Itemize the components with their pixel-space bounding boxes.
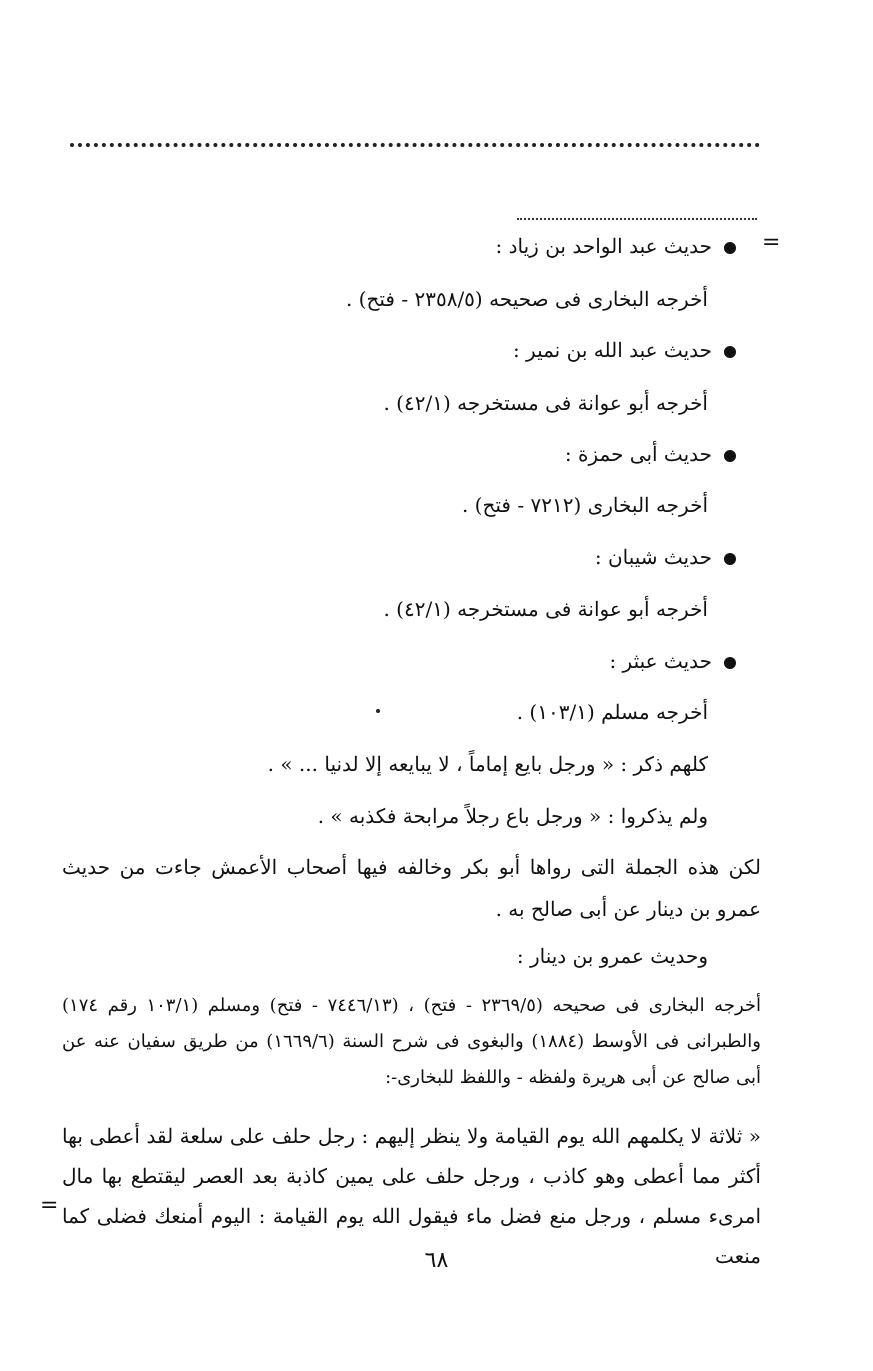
bullet-icon	[724, 657, 736, 669]
bullet-icon	[724, 346, 736, 358]
not-mentioned-line: ولم يذكروا : « ورجل باع رجلاً مرابحة فكذبه » .	[317, 804, 708, 828]
hadith-entry-title: حديث عبثر :	[609, 646, 736, 676]
hadith-entry-source: أخرجه مسلم (١٠٣/١) .	[516, 700, 708, 724]
bullet-icon	[724, 242, 736, 254]
hadith-entry-source: أخرجه البخارى (٧٢١٢ - فتح) .	[461, 493, 708, 517]
top-dotted-rule	[70, 143, 760, 147]
hadith-entry-title: حديث عبد الله بن نمير :	[513, 335, 736, 365]
amr-source-paragraph: أخرجه البخارى فى صحيحه (٢٣٦٩/٥ - فتح) ، (٧٤٤٦/١٣ - فتح) ومسلم (١٠٣/١ رقم ١٧٤) والطبرانى فى الأوسط (١٨٨٤) والبغوى فى شرح السنة (١٦٦٩/٦) من طريق سفيان عنه عن أبى صالح عن أبى هريرة ولفظه - واللفظ للبخارى-:	[62, 995, 762, 1088]
but-paragraph: لكن هذه الجملة التى رواها أبو بكر وخالفه فيها أصحاب الأعمش جاءت من حديث عمرو بن دينار عن أبى صالح به .	[62, 855, 761, 921]
all-mentioned-line: كلهم ذكر : « ورجل بايع إماماً ، لا يبايعه إلا لدنيا ... » .	[267, 752, 708, 776]
bullet-icon	[724, 553, 736, 565]
continuation-mark-top: =	[762, 230, 781, 255]
hadith-entry-title: حديث عبد الواحد بن زياد :	[496, 231, 736, 261]
page-number: ٦٨	[424, 1248, 449, 1273]
bullet-icon	[724, 450, 736, 462]
hadith-entry-source: أخرجه أبو عوانة فى مستخرجه (٤٢/١) .	[383, 391, 708, 415]
hadith-entry-source: أخرجه أبو عوانة فى مستخرجه (٤٢/١) .	[383, 597, 708, 621]
hadith-entry-title: حديث شيبان :	[595, 542, 736, 572]
hadith-entry-title: حديث أبى حمزة :	[565, 439, 736, 469]
stray-dot	[376, 709, 380, 713]
hadith-text-paragraph: « ثلاثة لا يكلمهم الله يوم القيامة ولا ينظر إليهم : رجل حلف على سلعة لقد أعطى بها أكثر مما أعطى وهو كاذب ، ورجل حلف على يمين كاذبة بعد العصر ليقتطع بها مال امرىء مسلم ، ورجل منع فضل ماء فيقول الله يوم القيامة : اليوم أمنعك فضلى كما منعت	[62, 1124, 761, 1268]
amr-heading: وحديث عمرو بن دينار :	[516, 944, 708, 968]
footnote-dotted-rule	[517, 218, 757, 220]
continuation-mark-bottom: =	[40, 1193, 59, 1218]
hadith-entry-source: أخرجه البخارى فى صحيحه (٢٣٥٨/٥ - فتح) .	[345, 287, 708, 311]
